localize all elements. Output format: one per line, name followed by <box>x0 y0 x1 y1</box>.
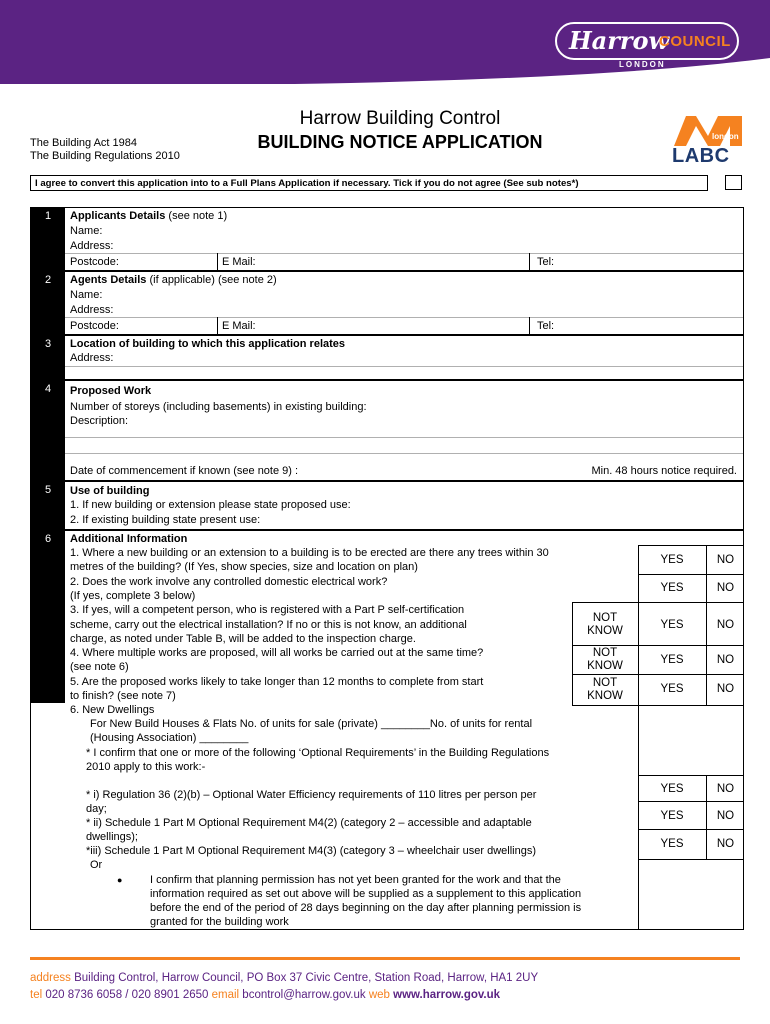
storeys-field[interactable]: Number of storeys (including basements) in existing building: <box>70 401 367 413</box>
section-number: 2 <box>31 272 65 334</box>
agent-address-field[interactable]: Address: <box>70 304 114 316</box>
legislation-reference: The Building Act 1984 The Building Regulations 2010 <box>30 137 180 162</box>
section-agent-details: 2 Agents Details (if applicable) (see note 2) Name: Address: Postcode: E Mail: Tel: <box>30 271 744 335</box>
r3-no-option[interactable]: NO <box>716 838 735 850</box>
section-title: Additional Information <box>70 533 188 545</box>
page-subtitle: Harrow Building Control <box>299 108 501 129</box>
r1-yes-option[interactable]: YES <box>660 783 684 795</box>
footer-contact: tel 020 8736 6058 / 020 8901 2650 email bcontrol@harrow.gov.uk web www.harrow.gov.uk <box>30 989 501 1001</box>
agent-tel-field[interactable]: Tel: <box>537 320 555 332</box>
footer-divider <box>30 957 740 960</box>
section-additional-information: 6 Additional Information 1. Where a new building or an extension to a building is to be erected are there any trees within 30 metres of the building? (If Yes, show species, size and location on plan) 2. Does the work involve any controlled domestic electrical work? (If yes, complete 3 below) 3. If yes, will a competent person, who is registered with a Part P self-certification scheme, carry out the electrical installation? If no or this is not know, an additional charge, as noted under Table B, will be added to the inspection charge. 4. Where multiple works are proposed, will all works be carried out at the same time? (see note 6) 5. Are the proposed works likely to take longer than 12 months to complete from start to finish? (see note 7) 6. New Dwellings For New Build Houses & Flats No. of units for sale (private) ________No. of units for rental (Housing Association) ________ * I confirm that one or more of the following ‘Optional Requirements’ in the Building Regulations 2010 apply to this work:- * i) Regulation 36 (2)(b) – Optional Water Efficiency requirements of 110 litres per person per day; * ii) Schedule 1 Part M Optional Requirement M4(2) (category 2 – accessible and adaptable dwellings); *iii) Schedule 1 Part M Optional Requirement M4(3) (category 3 – wheelchair user dwellings) Or ● I confirm that planning permission has not yet been granted for the work and that the information required as set out above will be supplied as a supplement to this application before the end of the period of 28 days beginning on the day after planning permission is granted for the building work YES NO YES NO NOT KNOW YES NO NOT KNOW YES NO NOT KNOW YES NO YES NO YES NO YES NO <box>30 530 744 930</box>
proposed-use-field[interactable]: 1. If new building or extension please state proposed use: <box>70 499 351 511</box>
applicant-email-field[interactable]: E Mail: <box>222 256 256 268</box>
applicant-address-field[interactable]: Address: <box>70 240 114 252</box>
q4-not-know-option[interactable]: NOT KNOW <box>587 647 623 672</box>
applicant-tel-field[interactable]: Tel: <box>537 256 555 268</box>
agent-email-field[interactable]: E Mail: <box>222 320 256 332</box>
harrow-council-logo: Harrow COUNCIL LONDON <box>555 18 737 68</box>
section-number: 1 <box>31 208 65 270</box>
q4-yes-option[interactable]: YES <box>660 654 684 666</box>
bullet: ● <box>117 875 123 885</box>
section-applicant-details: 1 Applicants Details (see note 1) Name: Address: Postcode: E Mail: Tel: <box>30 207 744 271</box>
page-title: BUILDING NOTICE APPLICATION <box>257 132 543 152</box>
r2-yes-option[interactable]: YES <box>660 810 684 822</box>
footer-web-link[interactable]: www.harrow.gov.uk <box>389 989 501 1001</box>
q3-not-know-option[interactable]: NOT KNOW <box>587 612 623 637</box>
description-field[interactable]: Description: <box>70 415 129 427</box>
section-title: Location of building to which this application relates <box>70 338 346 350</box>
section-building-location <box>30 335 744 380</box>
applicant-name-field[interactable]: Name: <box>70 225 103 237</box>
section-number: 3 <box>31 336 65 379</box>
q5-yes-option[interactable]: YES <box>660 683 684 695</box>
section-number: 4 <box>31 381 65 480</box>
section-proposed-work <box>30 380 744 481</box>
section-title: Agents Details <box>70 274 147 286</box>
section-number: 5 <box>31 482 65 529</box>
footer-address: address Building Control, Harrow Council, PO Box 37 Civic Centre, Station Road, Harrow, HA1 2UY <box>30 972 539 984</box>
footer-email-link[interactable]: bcontrol@harrow.gov.uk <box>239 989 369 1001</box>
present-use-field[interactable]: 2. If existing building state present use: <box>70 514 261 526</box>
q1-no-option[interactable]: NO <box>716 554 735 566</box>
location-address-field[interactable]: Address: <box>70 352 114 364</box>
agree-statement: I agree to convert this application into to a Full Plans Application if necessary. Tick if you do not agree (See sub notes*) <box>30 175 708 191</box>
q2-yes-option[interactable]: YES <box>660 582 684 594</box>
labc-logo: london LABC <box>672 112 744 166</box>
agent-postcode-field[interactable]: Postcode: <box>70 320 119 332</box>
q4-no-option[interactable]: NO <box>716 654 735 666</box>
applicant-postcode-field[interactable]: Postcode: <box>70 256 119 268</box>
do-not-agree-checkbox[interactable] <box>725 175 742 190</box>
section-use-of-building <box>30 481 744 530</box>
agent-name-field[interactable]: Name: <box>70 289 103 301</box>
commencement-date-field[interactable]: Date of commencement if known (see note 9) : <box>70 465 299 477</box>
r3-yes-option[interactable]: YES <box>660 838 684 850</box>
r1-no-option[interactable]: NO <box>716 783 735 795</box>
q3-no-option[interactable]: NO <box>716 619 735 631</box>
q2-no-option[interactable]: NO <box>716 582 735 594</box>
section-title: Use of building <box>70 485 150 497</box>
q5-no-option[interactable]: NO <box>716 683 735 695</box>
section-title: Proposed Work <box>70 385 152 397</box>
section-title: Applicants Details <box>70 210 166 222</box>
q1-yes-option[interactable]: YES <box>660 554 684 566</box>
q3-yes-option[interactable]: YES <box>660 619 684 631</box>
section-number: 6 <box>31 531 65 703</box>
notice-requirement: Min. 48 hours notice required. <box>591 465 737 477</box>
q5-not-know-option[interactable]: NOT KNOW <box>587 677 623 702</box>
r2-no-option[interactable]: NO <box>716 810 735 822</box>
